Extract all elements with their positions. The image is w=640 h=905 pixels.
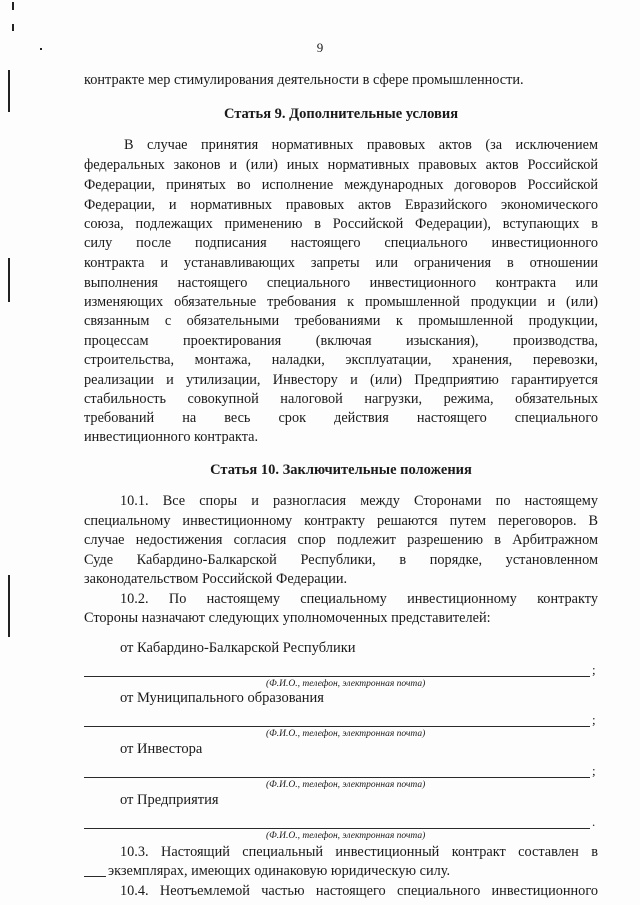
article-10-2-line: 10.2. По настоящему специальному инвестиционному контракту (120, 591, 598, 607)
article-10-3-line: 10.3. Настоящий специальный инвестиционный контракт составлен в (120, 844, 598, 860)
article-10-1-line: законодательством Российской Федерации. (84, 571, 348, 587)
article-9-line: контракта и устанавливающих запреты или ограничения в отношении (84, 255, 598, 271)
article-9-line: требований на весь срок действия настоящего специального (84, 410, 598, 426)
representative-hint: (Ф.И.О., телефон, электронная почта) (266, 780, 426, 790)
article-9-line: союза, подлежащих применению в Российской Федерации), вступающих в (84, 216, 598, 232)
representative-hint: (Ф.И.О., телефон, электронная почта) (266, 831, 426, 841)
representative-hint: (Ф.И.О., телефон, электронная почта) (266, 679, 426, 689)
article-10-1-line: 10.1. Все споры и разногласия между Сторонами по настоящему (120, 493, 598, 509)
article-9-line: Федерации, принятых во исполнение международных договоров Российской (84, 177, 598, 193)
representative-semicolon: ; (592, 662, 596, 677)
article-10-1-line: специальному инвестиционному контракту решаются путем переговоров. В (84, 513, 598, 529)
scan-margin-mark (12, 2, 14, 10)
representative-hint: (Ф.И.О., телефон, электронная почта) (266, 729, 426, 739)
representative-label-municipality: от Муниципального образования (120, 690, 324, 706)
scan-margin-mark (8, 258, 10, 302)
article-10-1-line: Суде Кабардино-Балкарской Республики, в порядке, установленном (84, 552, 598, 568)
article-10-2-line: Стороны назначают следующих уполномоченных представителей: (84, 610, 491, 626)
representative-semicolon: ; (592, 763, 596, 778)
article-9-line: силу после подписания настоящего специального инвестиционного (84, 235, 598, 251)
copies-count-blank (84, 876, 106, 877)
scan-margin-mark (8, 70, 10, 112)
article-10-3-line: экземплярах, имеющих одинаковую юридическую силу. (108, 863, 451, 879)
scan-margin-mark (12, 24, 14, 31)
page-number: 9 (316, 40, 324, 55)
article-9-line: процессам проектирования (включая изыскания), производства, (84, 333, 598, 349)
representative-label-republic: от Кабардино-Балкарской Республики (120, 640, 356, 656)
article-10-4-line: 10.4. Неотъемлемой частью настоящего специального инвестиционного (120, 883, 598, 899)
intro-line: контракте мер стимулирования деятельности в сфере промышленности. (84, 72, 524, 88)
article-9-line: стабильность совокупной налоговой нагрузки, режима, обязательных (84, 391, 598, 407)
representative-fill-line (84, 726, 590, 727)
article-10-1-line: случае недостижения согласия спор подлежит разрешению в Арбитражном (84, 532, 598, 548)
scan-margin-mark (8, 575, 10, 637)
article-9-line: реализации и утилизации, Инвестору и (или) Предприятию гарантируется (84, 372, 598, 388)
article-9-line: связанным с обязательными требованиями к промышленной продукции, (84, 313, 598, 329)
representative-label-enterprise: от Предприятия (120, 792, 219, 808)
article-9-line: В случае принятия нормативных правовых актов (за исключением (124, 137, 598, 153)
article-9-line: изменяющих обязательные требования к промышленной продукции и (или) (84, 294, 598, 310)
article-9-line: инвестиционного контракта. (84, 429, 259, 445)
article-9-line: Федерации, и нормативных правовых актов Евразийского экономического (84, 197, 598, 213)
representative-semicolon: ; (592, 712, 596, 727)
representative-fill-line (84, 676, 590, 677)
article-9-line: федеральных законов и (или) иных нормативных правовых актов Российской (84, 157, 598, 173)
article-10-heading: Статья 10. Заключительные положения (210, 462, 472, 478)
representative-semicolon: . (592, 814, 596, 829)
representative-fill-line (84, 828, 590, 829)
article-9-line: строительства, монтажа, наладки, эксплуатации, хранения, перевозки, (84, 352, 598, 368)
article-9-line: выполнения настоящего специального инвестиционного контракта или (84, 275, 598, 291)
representative-fill-line (84, 777, 590, 778)
article-9-heading: Статья 9. Дополнительные условия (223, 106, 459, 122)
representative-label-investor: от Инвестора (120, 741, 203, 757)
